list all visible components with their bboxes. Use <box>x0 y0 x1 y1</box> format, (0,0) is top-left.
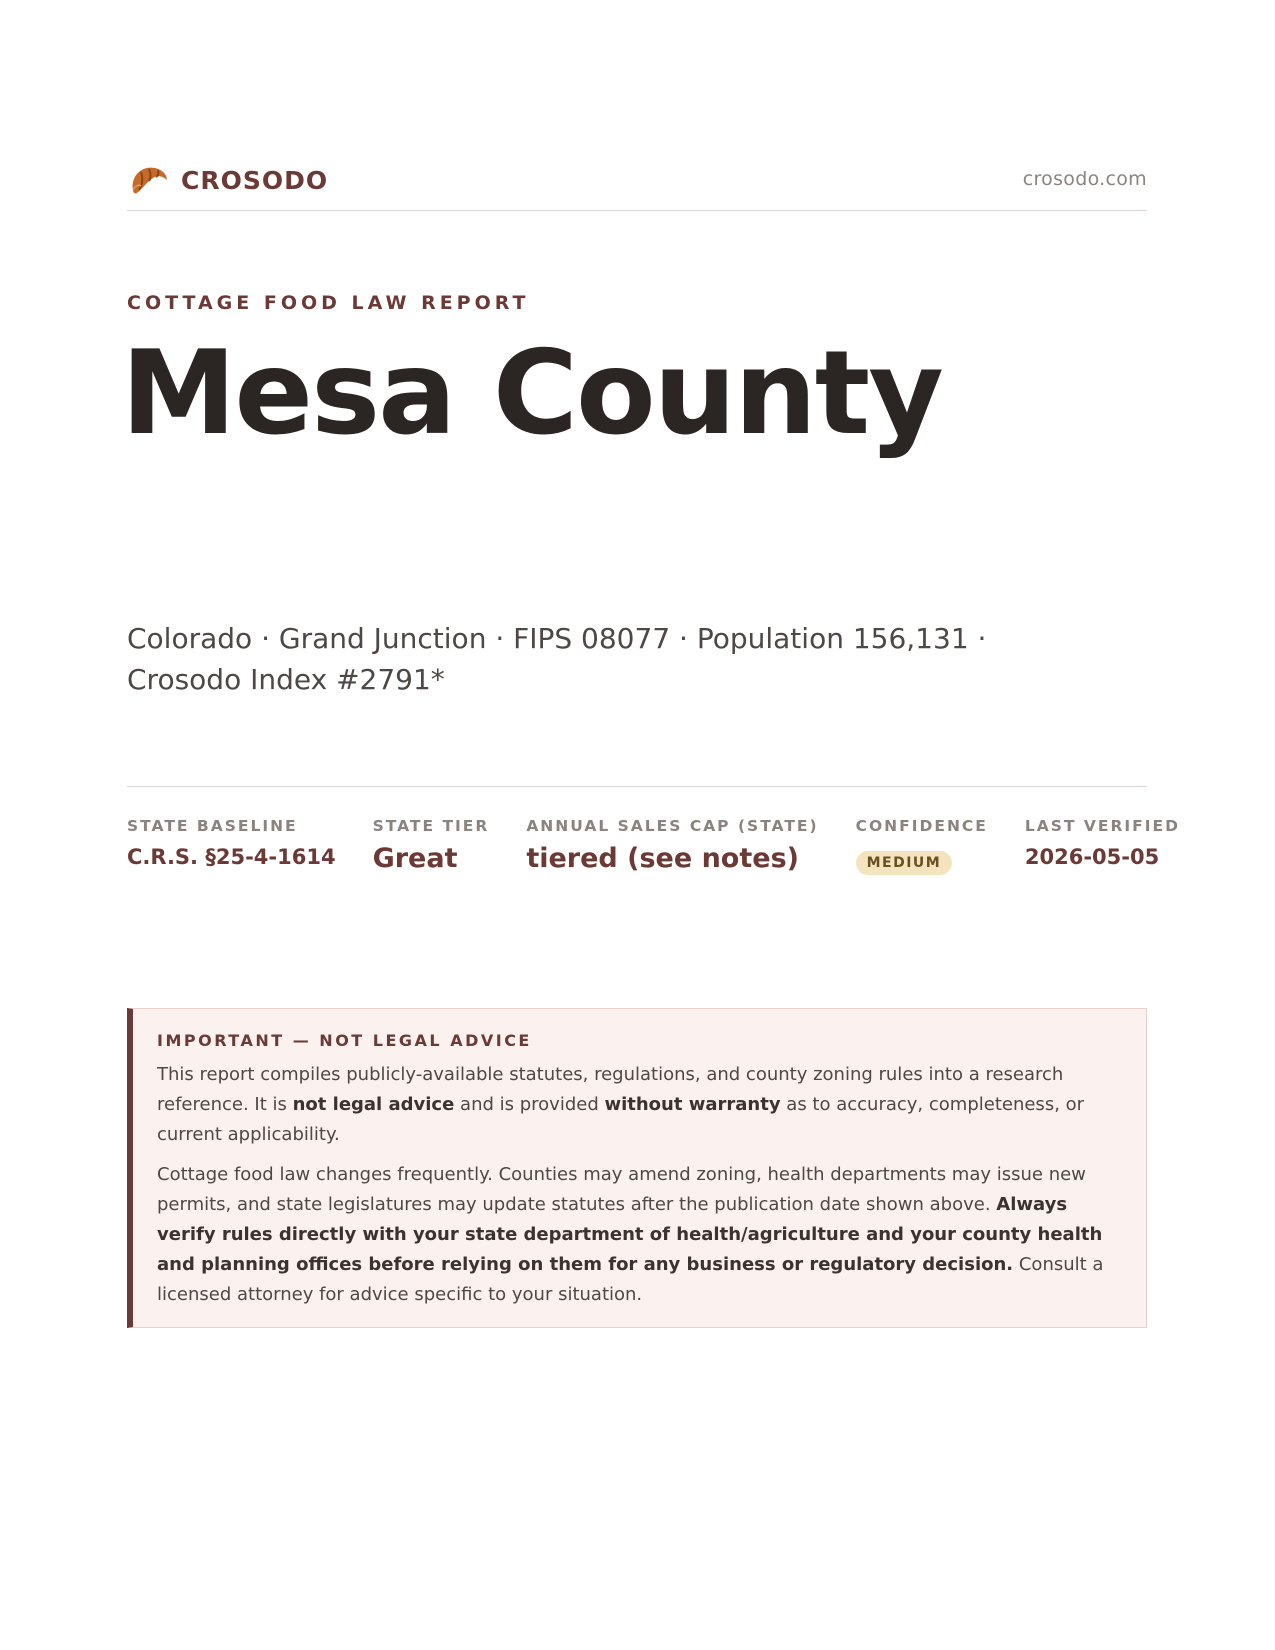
notice-text: as to accuracy, completeness, or current applicability. <box>157 1094 1085 1145</box>
croissant-icon <box>127 160 171 200</box>
report-subtitle <box>127 618 1087 700</box>
stat-label: ANNUAL SALES CAP (STATE) <box>526 817 819 835</box>
stat-state-tier <box>373 817 490 875</box>
stat-value: Great <box>372 843 458 874</box>
stat-confidence <box>856 817 988 875</box>
stat-label: LAST VERIFIED <box>1024 817 1180 835</box>
stat-label: STATE TIER <box>372 817 490 835</box>
stats-row <box>127 786 1180 875</box>
page-header <box>127 160 1147 211</box>
site-url-link[interactable]: crosodo.com <box>1022 168 1147 190</box>
notice-paragraph-2 <box>157 1160 1122 1310</box>
subtitle-line-2: Crosodo Index #2791* <box>127 663 445 696</box>
stat-state-baseline <box>127 817 336 875</box>
notice-text: Consult a licensed attorney for advice specific to your situation. <box>157 1254 1104 1305</box>
notice-emphasis: without warranty <box>604 1094 781 1115</box>
notice-emphasis: not legal advice <box>292 1094 455 1115</box>
stat-value: tiered (see notes) <box>526 843 799 874</box>
notice-emphasis: Always verify rules directly with your state department of health/agriculture and your county health and planning offices before relying on them for any business or regulatory decision. <box>157 1194 1103 1275</box>
notice-title: IMPORTANT — NOT LEGAL ADVICE <box>157 1031 532 1050</box>
legal-notice <box>127 1008 1147 1328</box>
stat-annual-sales-cap <box>526 817 818 875</box>
stat-value: C.R.S. §25-4-1614 <box>127 845 336 869</box>
confidence-badge: MEDIUM <box>856 851 953 875</box>
brand[interactable] <box>127 160 328 200</box>
stat-label: STATE BASELINE <box>127 817 298 835</box>
subtitle-line-1: Colorado · Grand Junction · FIPS 08077 · Population 156,131 · <box>127 622 987 655</box>
report-eyebrow: COTTAGE FOOD LAW REPORT <box>127 292 530 314</box>
stat-label: CONFIDENCE <box>855 817 988 835</box>
notice-text: This report compiles publicly-available statutes, regulations, and county zoning rules into a research reference. It is <box>157 1064 1064 1115</box>
page-title: Mesa County <box>121 326 942 461</box>
brand-name: CROSODO <box>181 165 329 195</box>
stat-value: 2026-05-05 <box>1024 845 1160 869</box>
notice-paragraph-1 <box>157 1060 1122 1150</box>
notice-text: and is provided <box>454 1094 605 1115</box>
stat-last-verified <box>1025 817 1180 875</box>
notice-text: Cottage food law changes frequently. Counties may amend zoning, health departments may issue new permits, and state legislatures may update statutes after the publication date shown above. <box>157 1164 1086 1215</box>
